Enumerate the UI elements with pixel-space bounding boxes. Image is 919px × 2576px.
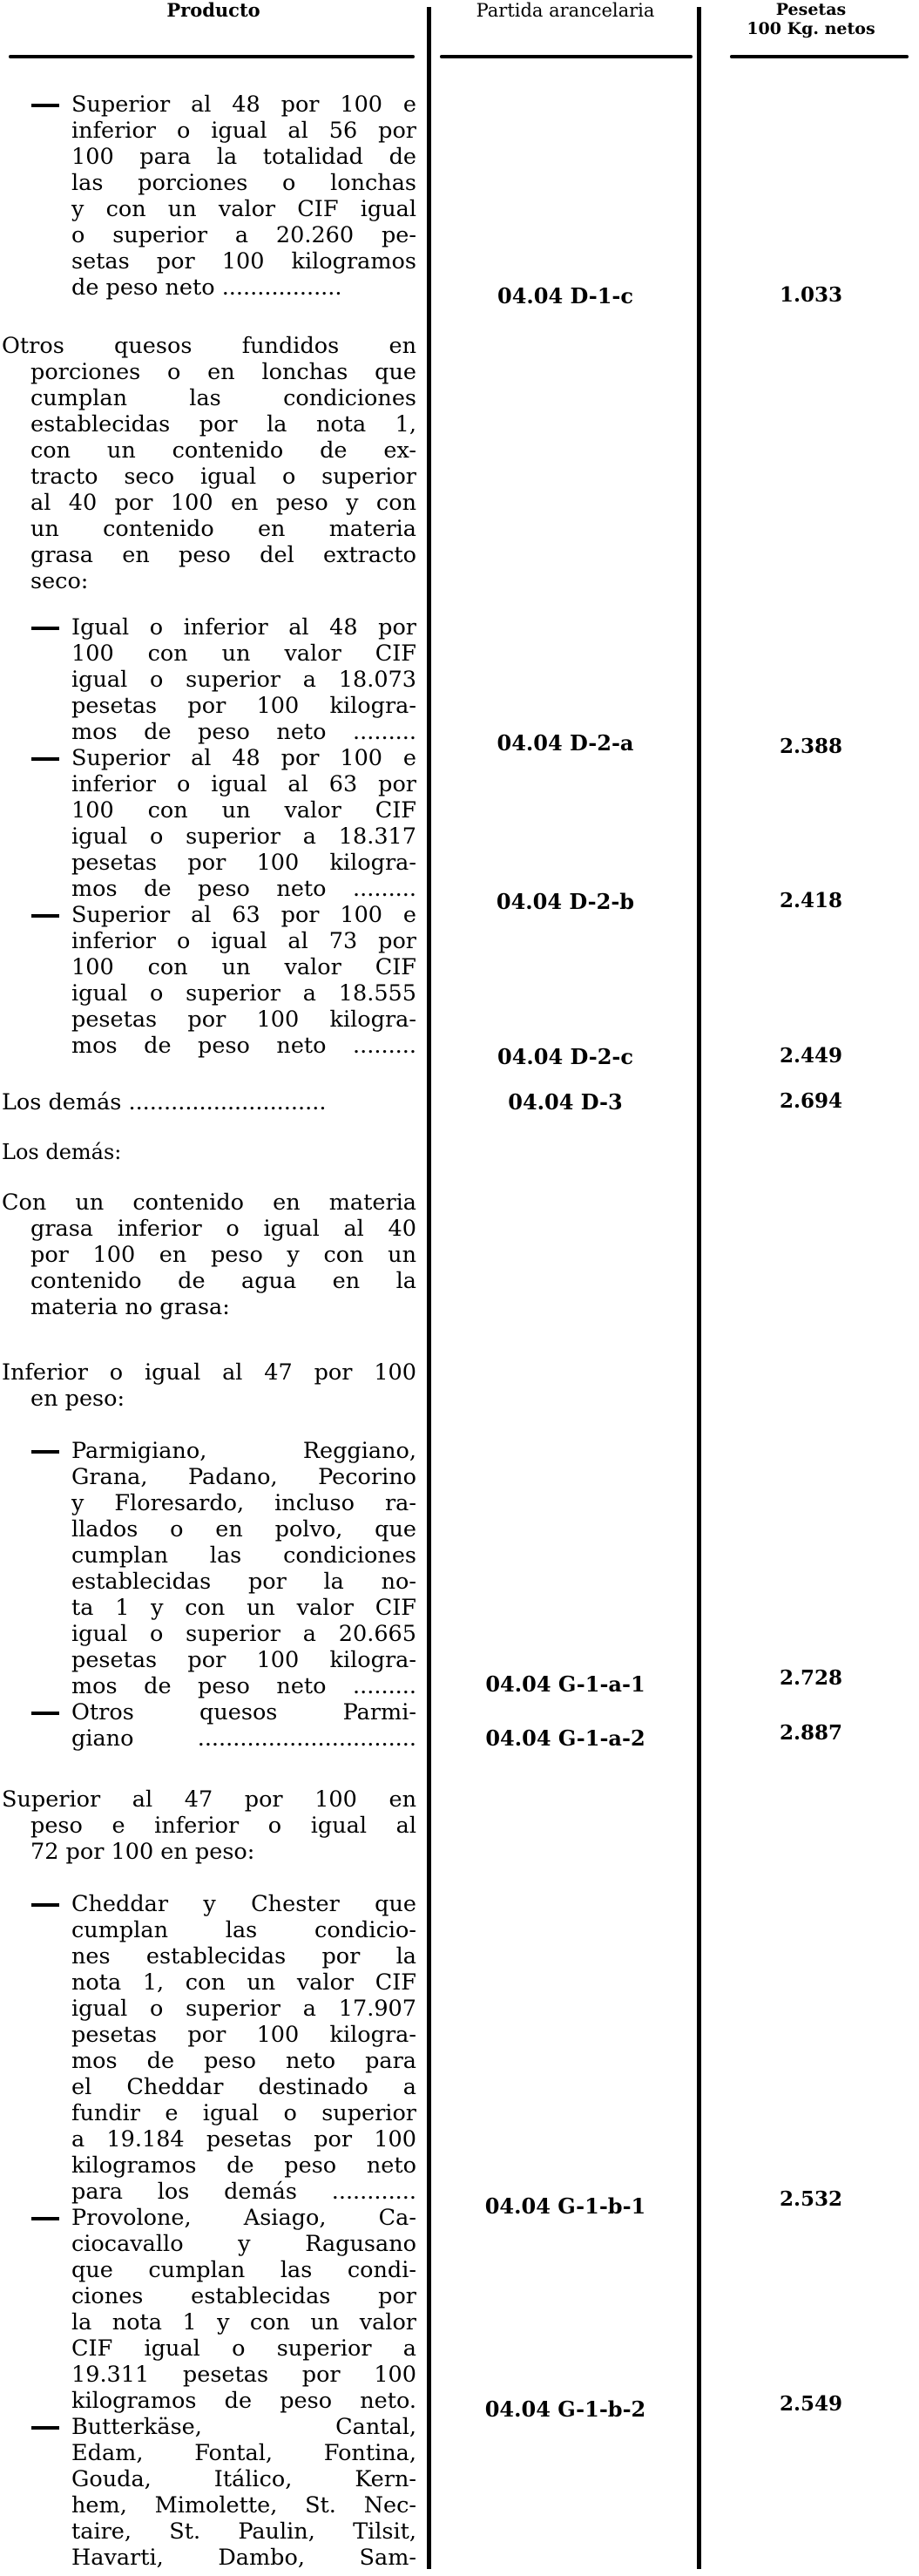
header-rule-partida [440,55,693,58]
product-heading [0,1359,416,1412]
product-line: a 19.184 pesetas por 100 [71,2126,416,2152]
product-line: para los demás ............ [71,2179,416,2205]
product-line: seco: [30,568,89,594]
product-line: Inferior o igual al 47 por 100 [2,1359,416,1386]
product-line: nes establecidas por la [71,1943,416,1969]
product-line: Los demás ............................ [2,1089,327,1115]
pesetas-value: 2.449 [779,1044,843,1068]
product-line: pesetas por 100 kilogra- [71,1647,416,1673]
product-line: la nota 1 y con un valor [71,2309,416,2335]
product-line: 72 por 100 en peso: [30,1839,255,1865]
product-line: porciones o en lonchas que [30,359,416,385]
pesetas-value: 1.033 [779,283,843,307]
product-line: cumplan las condiciones [30,385,416,411]
product-line: ciocavallo y Ragusano [71,2231,416,2257]
product-line: Los demás: [2,1140,122,1164]
product-line: al 40 por 100 en peso y con [30,490,416,516]
product-row [0,1699,416,1752]
product-line: inferior o igual al 63 por [71,771,416,797]
product-line: mos de peso neto ......... [71,1673,416,1699]
pesetas-value: 2.549 [779,2392,843,2416]
product-line: taire, St. Paulin, Tilsit, [71,2518,416,2545]
product-heading [0,1786,416,1865]
product-line: 100 para la totalidad de [71,144,416,170]
product-line: 100 con un valor CIF [71,641,416,667]
product-line: peso e inferior o igual al [30,1813,416,1839]
column-header-partida: Partida arancelaria [476,0,655,21]
product-line: setas por 100 kilogramos [71,248,416,275]
product-row [0,1891,416,2205]
partida-code: 04.04 D-3 [508,1089,623,1115]
product-line: inferior o igual al 56 por [71,118,416,144]
product-row [0,92,416,301]
product-line: mos de peso neto ......... [71,719,416,745]
product-row [0,2414,416,2571]
product-line: cumplan las condiciones [71,1542,416,1569]
product-line: contenido de agua en la [30,1268,416,1294]
product-line: igual o superior a 17.907 [71,1996,416,2022]
header-rule-pesetas [730,55,909,58]
product-line: y con un valor CIF igual [71,196,416,222]
product-line: por 100 en peso y con un [30,1242,416,1268]
product-line: pesetas por 100 kilogra- [71,850,416,876]
product-row [0,1438,416,1699]
product-line: establecidas por la nota 1, [30,411,416,437]
product-line: mos de peso neto ......... [71,1033,416,1059]
product-line: Otros quesos Parmi- [71,1699,416,1725]
partida-code: 04.04 G-1-a-1 [485,1671,645,1697]
product-line: hem, Mimolette, St. Nec- [71,2492,416,2518]
product-line: pesetas por 100 kilogra- [71,2022,416,2048]
product-line: Cheddar y Chester que [71,1891,416,1917]
product-line: Havarti, Dambo, Sam- [71,2545,416,2571]
product-line: giano ............................... [71,1725,416,1752]
partida-code: 04.04 D-2-a [497,730,634,756]
product-line: que cumplan las condi- [71,2257,416,2283]
product-line: pesetas por 100 kilogra- [71,693,416,719]
product-heading [0,333,416,594]
column-header-producto: Producto [166,0,260,21]
column-header-pesetas-line2: 100 Kg. netos [747,19,875,38]
product-line: ta 1 y con un valor CIF [71,1595,416,1621]
product-line: inferior o igual al 73 por [71,928,416,954]
pesetas-value: 2.388 [779,735,843,758]
column-separator-1 [427,7,431,2569]
product-line: de peso neto ................. [71,275,342,301]
product-row [0,1089,416,1115]
partida-code: 04.04 D-2-c [497,1044,633,1069]
product-line: Otros quesos fundidos en [2,333,416,359]
product-line: cumplan las condicio- [71,1917,416,1943]
product-line: kilogramos de peso neto [71,2152,416,2179]
product-line: nota 1, con un valor CIF [71,1969,416,1996]
product-line: Butterkäse, Cantal, [71,2414,416,2440]
product-line: Con un contenido en materia [2,1190,416,1216]
product-line: mos de peso neto para [71,2048,416,2074]
product-line: CIF igual o superior a [71,2335,416,2362]
column-header-pesetas [703,0,919,38]
product-line: con un contenido de ex- [30,437,416,464]
product-row [0,745,416,902]
product-line: grasa en peso del extracto [30,542,416,568]
pesetas-value: 2.694 [779,1089,843,1113]
product-line: tracto seco igual o superior [30,464,416,490]
product-line: Superior al 63 por 100 e [71,902,416,928]
partida-code: 04.04 G-1-a-2 [485,1725,645,1751]
product-line: mos de peso neto ......... [71,876,416,902]
product-line: fundir e igual o superior [71,2100,416,2126]
product-line: 100 con un valor CIF [71,954,416,980]
product-line: 19.311 pesetas por 100 [71,2362,416,2388]
product-row [0,2205,416,2414]
product-line: Grana, Padano, Pecorino [71,1464,416,1490]
partida-code: 04.04 G-1-b-2 [484,2396,646,2422]
product-line: kilogramos de peso neto. [71,2388,416,2414]
pesetas-value: 2.418 [779,889,843,912]
product-line: Parmigiano, Reggiano, [71,1438,416,1464]
product-line: llados o en polvo, que [71,1516,416,1542]
product-line: el Cheddar destinado a [71,2074,416,2100]
product-line: igual o superior a 18.555 [71,980,416,1007]
product-line: y Floresardo, incluso ra- [71,1490,416,1516]
product-row [0,614,416,745]
product-line: igual o superior a 18.073 [71,667,416,693]
pesetas-value: 2.887 [779,1721,843,1745]
product-line: Igual o inferior al 48 por [71,614,416,641]
product-line: o superior a 20.260 pe- [71,222,416,248]
product-line: igual o superior a 20.665 [71,1621,416,1647]
product-line: un contenido en materia [30,516,416,542]
pesetas-value: 2.728 [779,1666,843,1690]
product-line: ciones establecidas por [71,2283,416,2309]
product-line: pesetas por 100 kilogra- [71,1007,416,1033]
product-line: Provolone, Asiago, Ca- [71,2205,416,2231]
partida-code: 04.04 D-2-b [496,889,635,914]
product-row [0,902,416,1059]
product-line: materia no grasa: [30,1294,230,1320]
partida-code: 04.04 G-1-b-1 [484,2193,646,2219]
column-header-pesetas-line1: Pesetas [775,0,847,19]
product-heading [0,1190,416,1320]
product-line: las porciones o lonchas [71,170,416,196]
header-rule-producto [9,55,415,58]
column-separator-2 [697,7,701,2569]
product-line: en peso: [30,1386,125,1412]
product-line: Superior al 48 por 100 e [71,745,416,771]
product-heading [0,1139,416,1165]
product-line: 100 con un valor CIF [71,797,416,824]
product-line: igual o superior a 18.317 [71,824,416,850]
product-line: establecidas por la no- [71,1569,416,1595]
pesetas-value: 2.532 [779,2187,843,2211]
product-line: grasa inferior o igual al 40 [30,1216,416,1242]
product-line: Gouda, Itálico, Kern- [71,2466,416,2492]
partida-code: 04.04 D-1-c [497,283,633,308]
product-line: Superior al 47 por 100 en [2,1786,416,1813]
product-line: Superior al 48 por 100 e [71,92,416,118]
product-line: Edam, Fontal, Fontina, [71,2440,416,2466]
